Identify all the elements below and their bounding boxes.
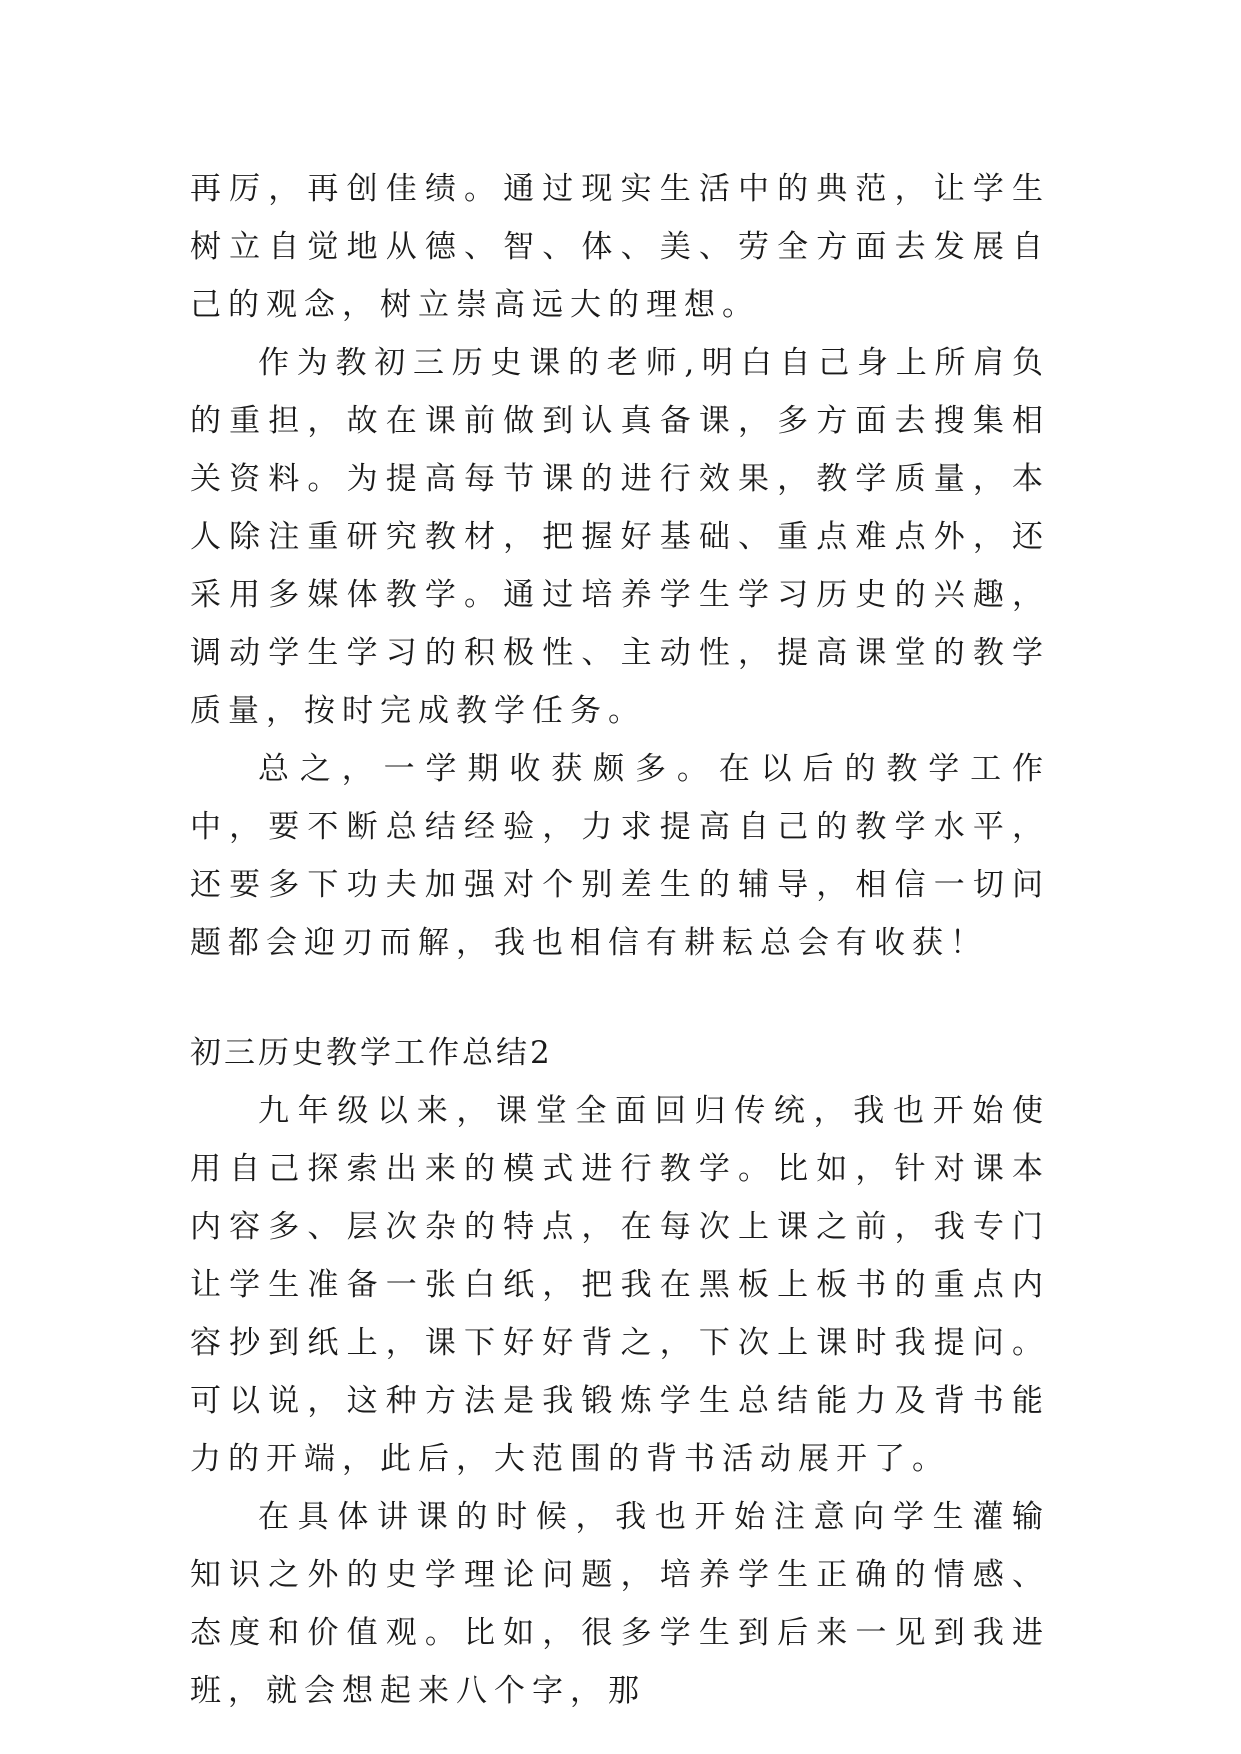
paragraph-3: 总之，一学期收获颇多。在以后的教学工作中，要不断总结经验，力求提高自己的教学水平，还要多下功夫加强对个别差生的辅导，相信一切问题都会迎刃而解，我也相信有耕耘总会有收获！ <box>190 751 1050 961</box>
paragraph-2: 作为教初三历史课的老师,明白自己身上所肩负的重担，故在课前做到认真备课，多方面去搜集相关资料。为提高每节课的进行效果，教学质量，本人除注重研究教材，把握好基础、重点难点外，还采用多媒体教学。通过培养学生学习历史的兴趣，调动学生学习的积极性、主动性，提高课堂的教学质量，按时完成教学任务。 <box>190 345 1050 729</box>
paragraph-4: 九年级以来，课堂全面回归传统，我也开始使用自己探索出来的模式进行教学。比如，针对课本内容多、层次杂的特点，在每次上课之前，我专门让学生准备一张白纸，把我在黑板上板书的重点内容抄到纸上，课下好好背之，下次上课时我提问。可以说，这种方法是我锻炼学生总结能力及背书能力的开端，此后，大范围的背书活动展开了。 <box>190 1093 1050 1477</box>
paragraph-5: 在具体讲课的时候，我也开始注意向学生灌输知识之外的史学理论问题，培养学生正确的情感、态度和价值观。比如，很多学生到后来一见到我进班，就会想起来八个字，那 <box>190 1499 1050 1709</box>
paragraph-1: 再厉，再创佳绩。通过现实生活中的典范，让学生树立自觉地从德、智、体、美、劳全方面去发展自己的观念，树立崇高远大的理想。 <box>190 171 1050 323</box>
section-heading: 初三历史教学工作总结2 <box>190 1035 553 1071</box>
document-body <box>190 160 1050 1720</box>
